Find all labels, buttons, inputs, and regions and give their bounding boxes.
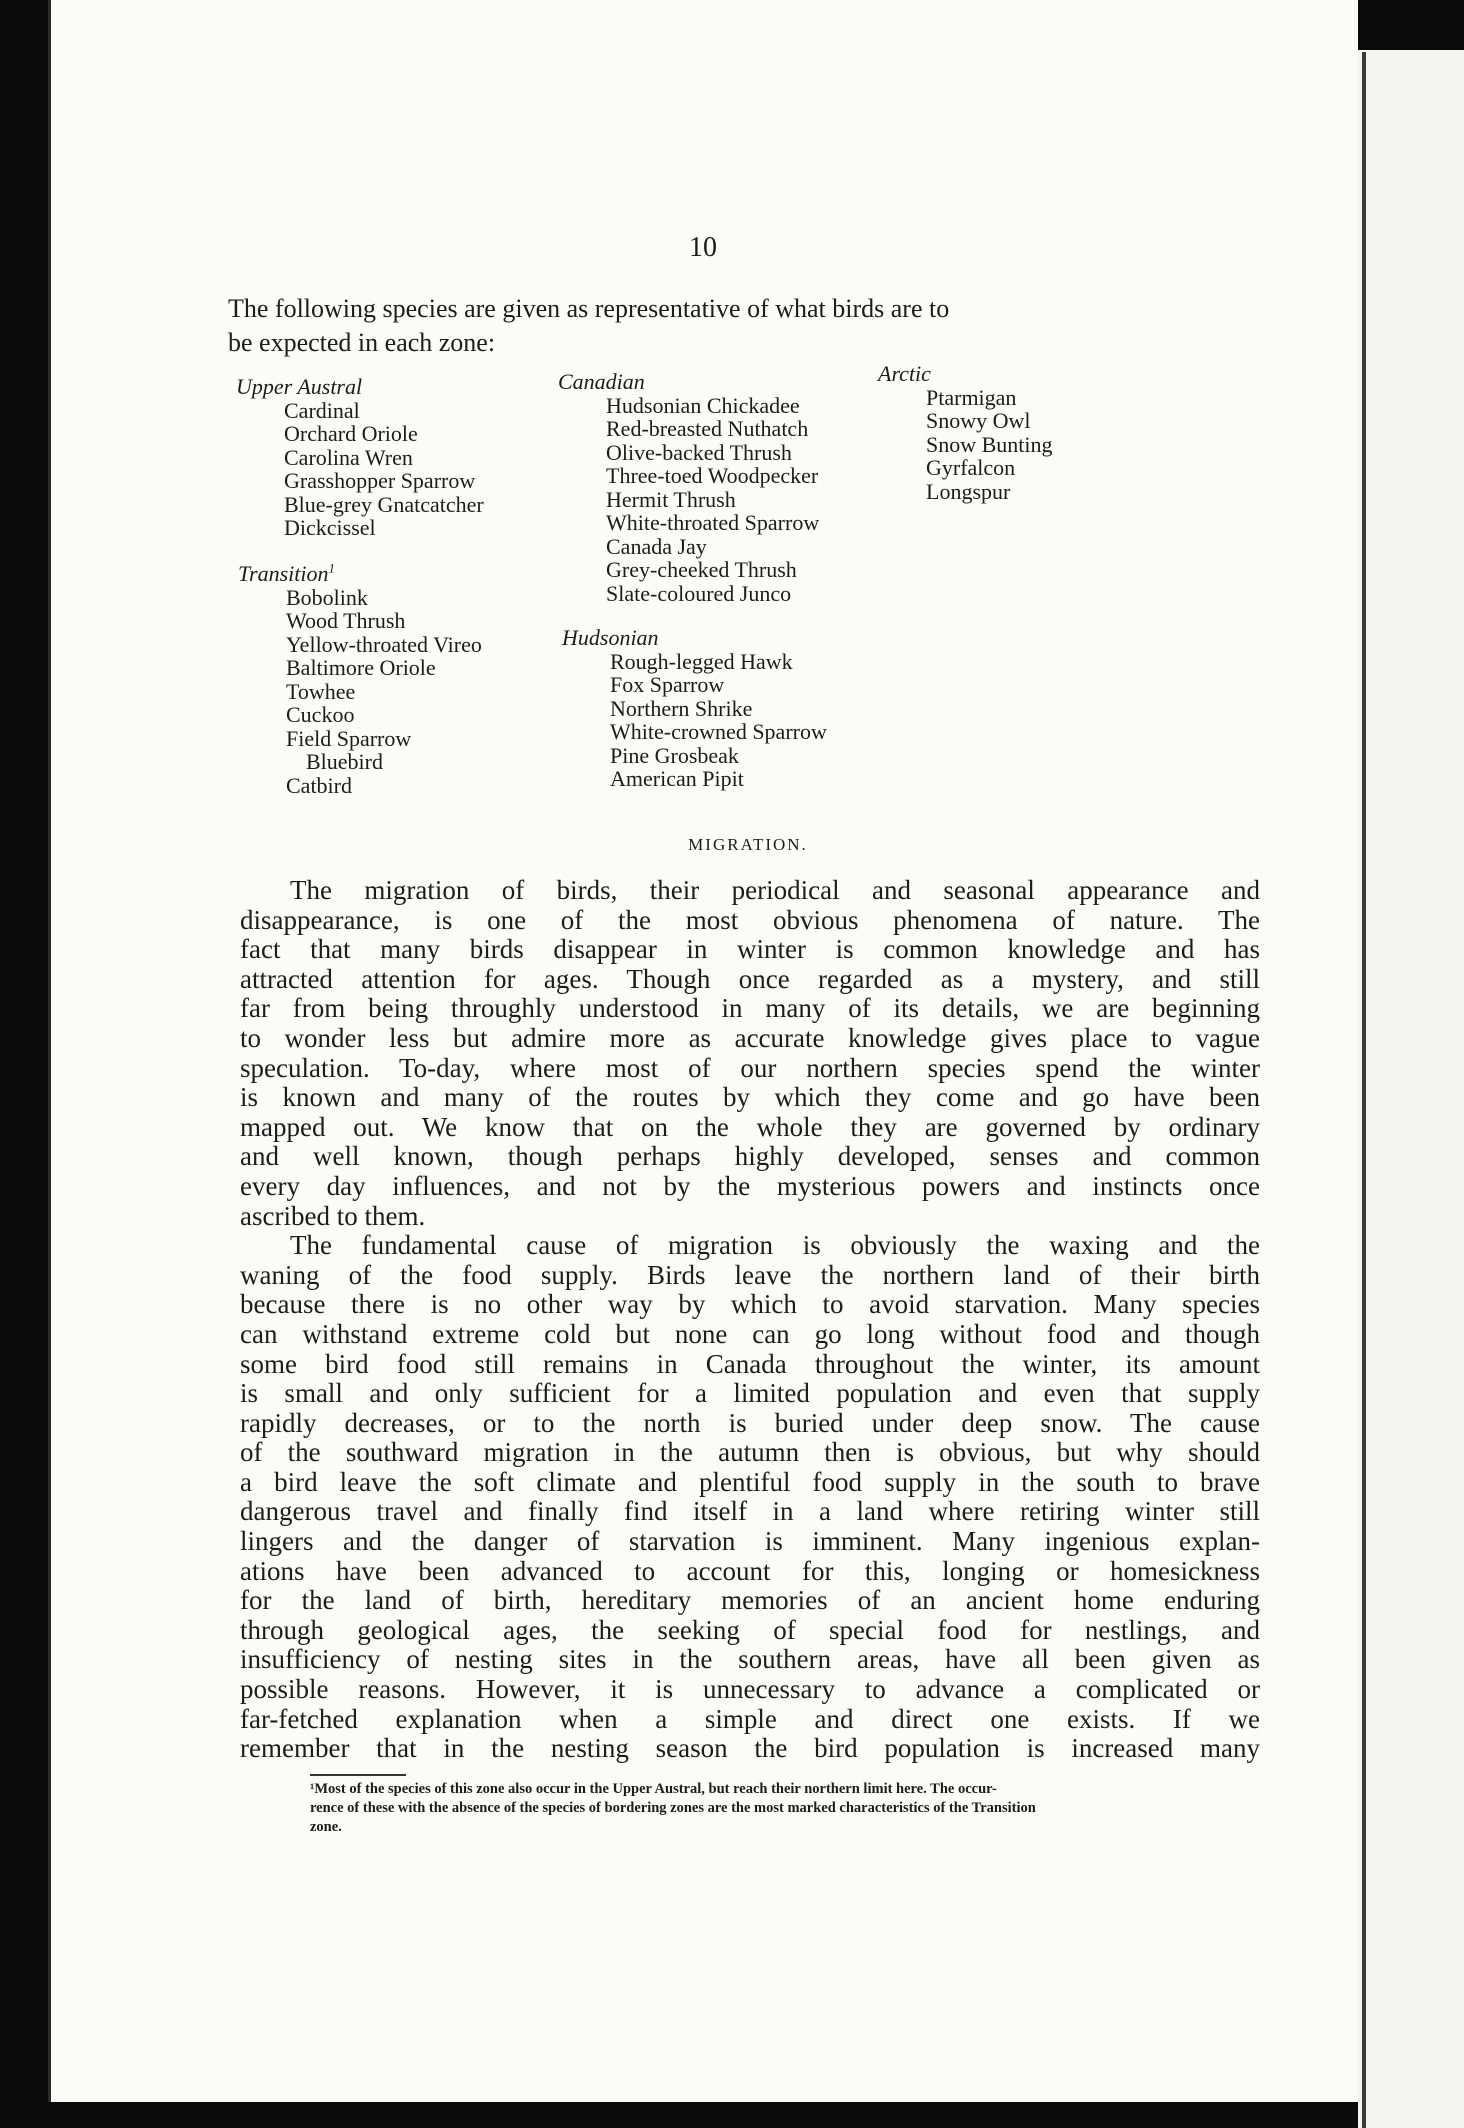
species-item: Grasshopper Sparrow xyxy=(284,468,476,493)
body-line: rapidly decreases, or to the north is buried under deep snow. The cause xyxy=(240,1407,1260,1438)
species-item: Canada Jay xyxy=(606,533,707,559)
body-line: remember that in the nesting season the bird population is increased many xyxy=(240,1733,1260,1764)
species-item: White-crowned Sparrow xyxy=(610,719,827,744)
body-line: of the southward migration in the autumn then is obvious, but why should xyxy=(240,1437,1260,1468)
footnote-line: zone. xyxy=(310,1819,342,1835)
body-line: insufficiency of nesting sites in the southern areas, have all been given as xyxy=(240,1644,1260,1675)
species-item: Red-breasted Nuthatch xyxy=(606,416,809,441)
species-item: Snow Bunting xyxy=(926,431,1053,457)
species-item: Orchard Oriole xyxy=(284,421,418,446)
species-item: Cuckoo xyxy=(286,702,355,727)
footnote xyxy=(310,1780,1260,1837)
body-line: ations have been advanced to account for this, longing or homesickness xyxy=(240,1555,1260,1586)
zone-arctic xyxy=(878,362,1053,503)
species-list xyxy=(238,586,482,798)
footnote-rule xyxy=(310,1774,406,1776)
species-item: Gyrfalcon xyxy=(926,455,1016,480)
binding-line xyxy=(1362,52,1366,2128)
body-line: fact that many birds disappear in winter is common knowledge and has xyxy=(240,934,1260,965)
species-item: Dickcissel xyxy=(284,515,376,540)
adjacent-page-edge xyxy=(1358,50,1464,2128)
species-item: Towhee xyxy=(286,678,356,704)
zone-canadian xyxy=(558,370,819,605)
species-item: Wood Thrush xyxy=(286,608,406,633)
body-line: through geological ages, the seeking of special food for nestlings, and xyxy=(240,1614,1260,1645)
species-item: American Pipit xyxy=(610,766,744,791)
zone-hudsonian xyxy=(562,626,827,791)
book-page xyxy=(48,0,1358,2102)
zone-upper-austral xyxy=(236,375,484,540)
species-item: Northern Shrike xyxy=(610,695,753,721)
species-list xyxy=(878,386,1053,504)
page-left-edge xyxy=(48,0,51,2102)
species-item: Field Sparrow xyxy=(286,725,412,751)
body-line: ascribed to them. xyxy=(240,1200,426,1231)
zone-title: Hudsonian xyxy=(562,625,659,650)
intro-line: be expected in each zone: xyxy=(228,328,496,357)
body-line: lingers and the danger of starvation is imminent. Many ingenious explan- xyxy=(240,1526,1260,1557)
body-line: The fundamental cause of migration is obviously the waxing and the xyxy=(290,1230,1260,1261)
footnote-line: rence of these with the absence of the species of bordering zones are the most marked characteristics of the Transition xyxy=(310,1800,1036,1816)
body-line: because there is no other way by which to avoid starvation. Many species xyxy=(240,1289,1260,1320)
body-line: speculation. To-day, where most of our northern species spend the winter xyxy=(240,1052,1260,1083)
species-list xyxy=(236,399,484,540)
body-line: waning of the food supply. Birds leave the northern land of their birth xyxy=(240,1259,1260,1290)
zone-title: Upper Austral xyxy=(236,374,363,399)
body-line: is known and many of the routes by which they come and go have been xyxy=(240,1082,1260,1113)
species-list xyxy=(558,394,819,606)
body-line: attracted attention for ages. Though once regarded as a mystery, and still xyxy=(240,963,1260,994)
species-item: Cardinal xyxy=(284,397,360,423)
species-item: Rough-legged Hawk xyxy=(610,648,793,674)
species-item: Longspur xyxy=(926,478,1011,504)
body-text xyxy=(240,876,1260,1764)
species-item: Snowy Owl xyxy=(926,408,1031,433)
body-line: disappearance, is one of the most obvious phenomena of nature. The xyxy=(240,904,1260,935)
footnote-line: ¹Most of the species of this zone also occur in the Upper Austral, but reach their northern limit here. The occur- xyxy=(310,1781,997,1797)
body-line: a bird leave the soft climate and plentiful food supply in the south to brave xyxy=(240,1466,1260,1497)
body-line: possible reasons. However, it is unnecessary to advance a complicated or xyxy=(240,1674,1260,1705)
body-line: for the land of birth, hereditary memories of an ancient home enduring xyxy=(240,1585,1260,1616)
body-line: and well known, though perhaps highly developed, senses and common xyxy=(240,1141,1260,1172)
species-item: Grey-cheeked Thrush xyxy=(606,557,797,582)
species-item: Carolina Wren xyxy=(284,444,413,470)
zone-title: Transition$^1$ xyxy=(238,560,335,586)
species-item: Fox Sparrow xyxy=(610,672,725,697)
body-line: The migration of birds, their periodical and seasonal appearance and xyxy=(290,875,1260,905)
body-line: can withstand extreme cold but none can go long without food and though xyxy=(240,1318,1260,1349)
body-line: is small and only sufficient for a limited population and even that supply xyxy=(240,1378,1260,1409)
zone-title: Arctic xyxy=(878,361,931,386)
body-line: every day influences, and not by the mysterious powers and instincts once xyxy=(240,1170,1260,1201)
intro-line: The following species are given as representative of what birds are to xyxy=(228,294,950,323)
page-number: 10 xyxy=(689,232,717,263)
species-item: Ptarmigan xyxy=(926,384,1017,410)
body-line: dangerous travel and finally find itself in a land where retiring winter still xyxy=(240,1496,1260,1527)
body-line: far from being throughly understood in many of its details, we are beginning xyxy=(240,993,1260,1024)
species-item: Baltimore Oriole xyxy=(286,655,436,680)
footnote-mark: 1 xyxy=(328,560,335,576)
species-item: Catbird xyxy=(286,772,352,798)
body-line: some bird food still remains in Canada throughout the winter, its amount xyxy=(240,1348,1260,1379)
species-item: White-throated Sparrow xyxy=(606,510,820,535)
species-item: Yellow-throated Vireo xyxy=(286,631,482,657)
species-item: Hermit Thrush xyxy=(606,486,736,512)
species-list xyxy=(562,650,827,791)
species-item: Blue-grey Gnatcatcher xyxy=(284,491,484,517)
intro-paragraph xyxy=(228,292,1238,360)
species-item: Bobolink xyxy=(286,584,368,610)
species-item: Three-toed Woodpecker xyxy=(606,463,819,488)
zone-title: Canadian xyxy=(558,369,645,394)
species-item: Bluebird xyxy=(306,749,383,774)
species-item: Slate-coloured Junco xyxy=(606,580,792,606)
species-item: Pine Grosbeak xyxy=(610,742,739,768)
body-line: far-fetched explanation when a simple and direct one exists. If we xyxy=(240,1703,1260,1734)
section-heading: MIGRATION. xyxy=(688,835,808,854)
body-line: mapped out. We know that on the whole they are governed by ordinary xyxy=(240,1111,1260,1142)
body-line: to wonder less but admire more as accurate knowledge gives place to vague xyxy=(240,1022,1260,1053)
species-item: Hudsonian Chickadee xyxy=(606,392,800,418)
species-item: Olive-backed Thrush xyxy=(606,439,792,465)
zone-transition xyxy=(238,562,482,797)
